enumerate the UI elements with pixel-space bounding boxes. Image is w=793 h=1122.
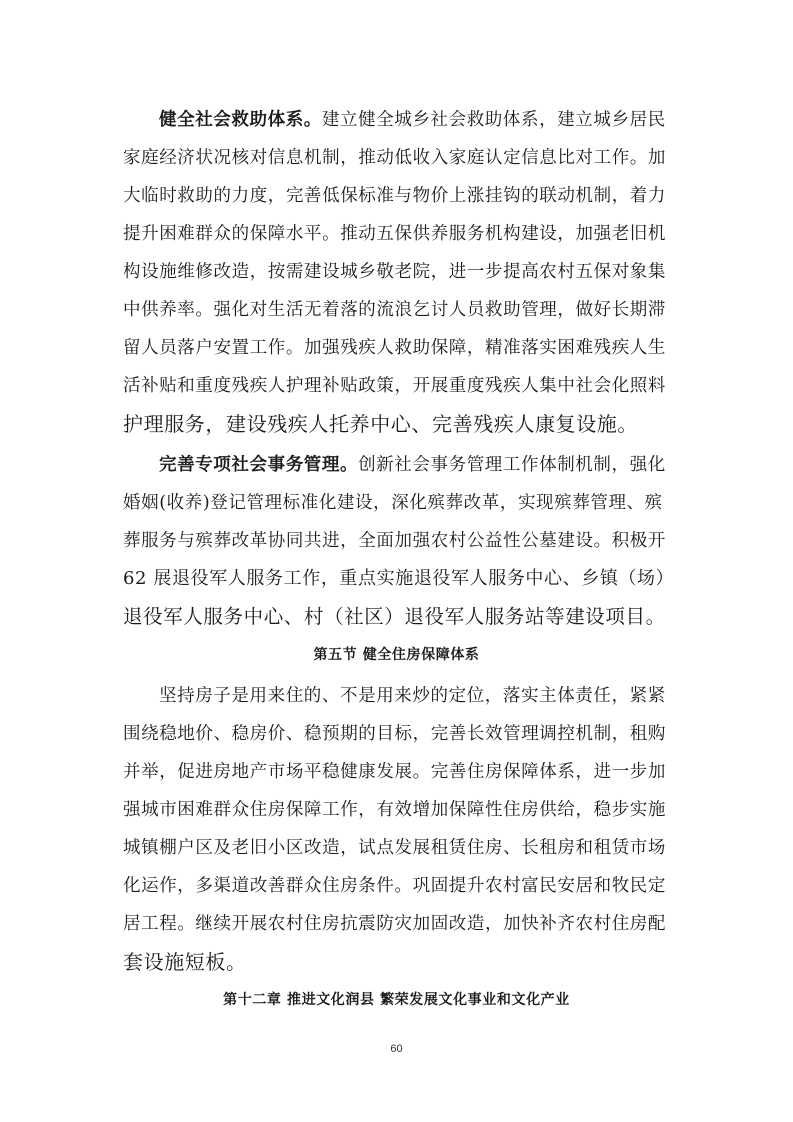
paragraph-line: 活补贴和重度残疾人护理补贴政策，开展重度残疾人集中社会化照料: [123, 376, 666, 396]
paragraph-line: 护理服务，建设残疾人托养中心、完善残疾人康复设施。: [123, 412, 638, 436]
paragraph-line: 城镇棚户区及老旧小区改造，试点发展租赁住房、长租房和租赁市场: [123, 838, 666, 858]
section-heading: 第五节 健全住房保障体系: [313, 647, 480, 663]
paragraph-line: 构设施维修改造，按需建设城乡敬老院，进一步提高农村五保对象集: [123, 262, 666, 282]
paragraph-line: [159, 108, 666, 132]
paragraph-line: 退役军人服务中心、村（社区）退役军人服务站等建设项目。: [123, 605, 666, 628]
paragraph-line: 大临时救助的力度，完善低保标准与物价上涨挂钩的联动机制，着力: [123, 186, 666, 206]
paragraph-line: 化运作，多渠道改善群众住房条件。巩固提升农村富民安居和牧民定: [123, 876, 666, 896]
paragraph-line: 围绕稳地价、稳房价、稳预期的目标，完善长效管理调控机制，租购: [123, 724, 666, 744]
paragraph-line: 婚姻(收养)登记管理标准化建设，深化殡葬改革，实现殡葬管理、殡: [123, 493, 663, 513]
paragraph-line: [159, 453, 666, 477]
paragraph-line: 并举，促进房地产市场平稳健康发展。完善住房保障体系，进一步加: [123, 762, 666, 782]
paragraph-line: 提升困难群众的保障水平。推动五保供养服务机构建设，加强老旧机: [123, 224, 666, 244]
paragraph-text: 建立健全城乡社会救助体系，建立城乡居民: [321, 110, 666, 130]
paragraph-line: 葬服务与殡葬改革协同共进，全面加强农村公益性公墓建设。积极开: [123, 531, 666, 551]
page-number: 60: [390, 1043, 403, 1055]
paragraph-text: 创新社会事务管理工作体制机制，强化: [358, 455, 666, 475]
paragraph-line: 62 展退役军人服务工作，重点实施退役军人服务中心、乡镇（场）: [123, 568, 675, 589]
paragraph-line: 家庭经济状况核对信息机制，推动低收入家庭认定信息比对工作。加: [123, 148, 666, 168]
paragraph-line: 坚持房子是用来住的、不是用来炒的定位，落实主体责任，紧紧: [159, 686, 666, 706]
paragraph-line: 套设施短板。: [123, 950, 247, 974]
paragraph-line: 中供养率。强化对生活无着落的流浪乞讨人员救助管理，做好长期滞: [123, 300, 666, 320]
paragraph-line: 强城市困难群众住房保障工作，有效增加保障性住房供给，稳步实施: [123, 800, 666, 820]
paragraph-lead: 完善专项社会事务管理。: [159, 455, 359, 475]
paragraph-lead: 健全社会救助体系。: [159, 110, 322, 130]
chapter-heading: 第十二章 推进文化润县 繁荣发展文化事业和文化产业: [223, 992, 570, 1008]
paragraph-line: 留人员落户安置工作。加强残疾人救助保障，精准落实困难残疾人生: [123, 338, 666, 358]
paragraph-line: 居工程。继续开展农村住房抗震防灾加固改造，加快补齐农村住房配: [123, 914, 666, 934]
